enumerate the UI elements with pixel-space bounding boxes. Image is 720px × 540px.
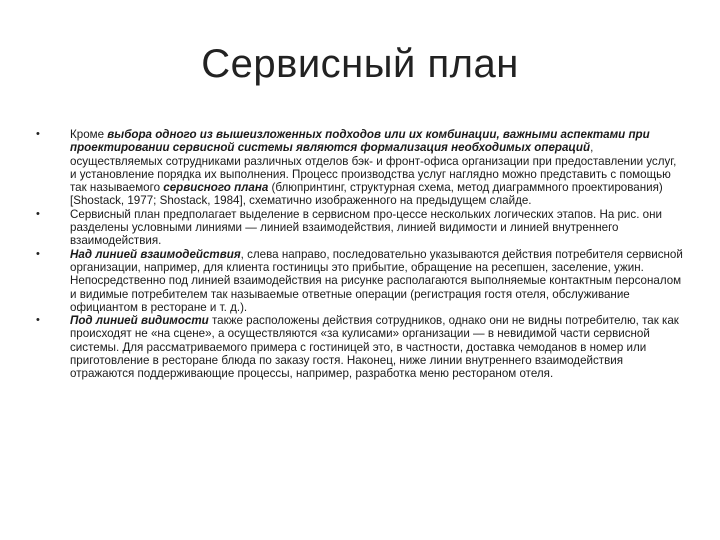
bullet-text: Кроме выбора одного из вышеизложенных подходов или их комбинации, важными аспектами при проектировании сервисной системы являются формализация необходимых операций, осуществляемых сотрудниками различных отделов бэк- и фронт-офиса организации при предоставлении услуг, и установление порядка их выполнения. Процесс производства услуг наглядно можно представить с помощью так называемого сервисного плана (блюпринтинг, структурная схема, метод диаграммного проектирования) [Shostack, 1977; Shostack, 1984], схематично изображенного на предыдущем слайде. xyxy=(70,128,677,208)
bullet-item xyxy=(36,314,684,380)
bullet-list xyxy=(36,128,684,381)
bullet-text: Над линией взаимодействия, слева направо, последовательно указываются действия потребителя сервисной организации, например, для клиента гостиницы это прибытие, обращение на ресепшен, заселение, ужин. Непосредственно под линией взаимодействия на рисунке располагаются выполняемые контактным персоналом и видимые потребителем так называемые ответные операции (регистрация гостя отеля, обслуживание официантом в ресторане и т. д.). xyxy=(70,247,683,314)
bullet-dot-icon: • xyxy=(36,128,40,140)
bullet-item xyxy=(36,128,684,208)
bullet-text: Сервисный план предполагает выделение в сервисном про-цессе нескольких логических этапов. На рис. они разделены условными линиями — линией взаимодействия, линией видимости и линией внутреннего взаимодействия. xyxy=(70,207,662,248)
emphasis-text: сервисного плана xyxy=(163,181,269,195)
emphasis-text: Над линией взаимодействия xyxy=(70,247,241,261)
bullet-text: Под линией видимости также расположены действия сотрудников, однако они не видны потребителю, так как происходят не «на сцене», а осуществляются «за кулисами» организации — в невидимой части сервисной системы. Для рассматриваемого примера с гостиницей это, в частности, доставка чемоданов в номер или приготовление в ресторане блюда по заказу гостя. Наконец, ниже линии внутреннего взаимодействия отражаются поддерживающие процессы, например, разработка меню рестораном отеля. xyxy=(70,314,679,381)
bullet-item xyxy=(36,248,684,314)
bullet-item xyxy=(36,208,684,248)
bullet-dot-icon: • xyxy=(36,314,40,327)
emphasis-text: Под линией видимости xyxy=(70,314,209,328)
bullet-dot-icon: • xyxy=(36,247,40,260)
emphasis-text: выбора одного из вышеизложенных подходов или их комбинации, важными аспектами при проектировании сервисной системы являются формализация необходимых операций xyxy=(70,128,650,155)
slide-title: Сервисный план xyxy=(201,42,519,86)
bullet-dot-icon: • xyxy=(36,207,40,220)
